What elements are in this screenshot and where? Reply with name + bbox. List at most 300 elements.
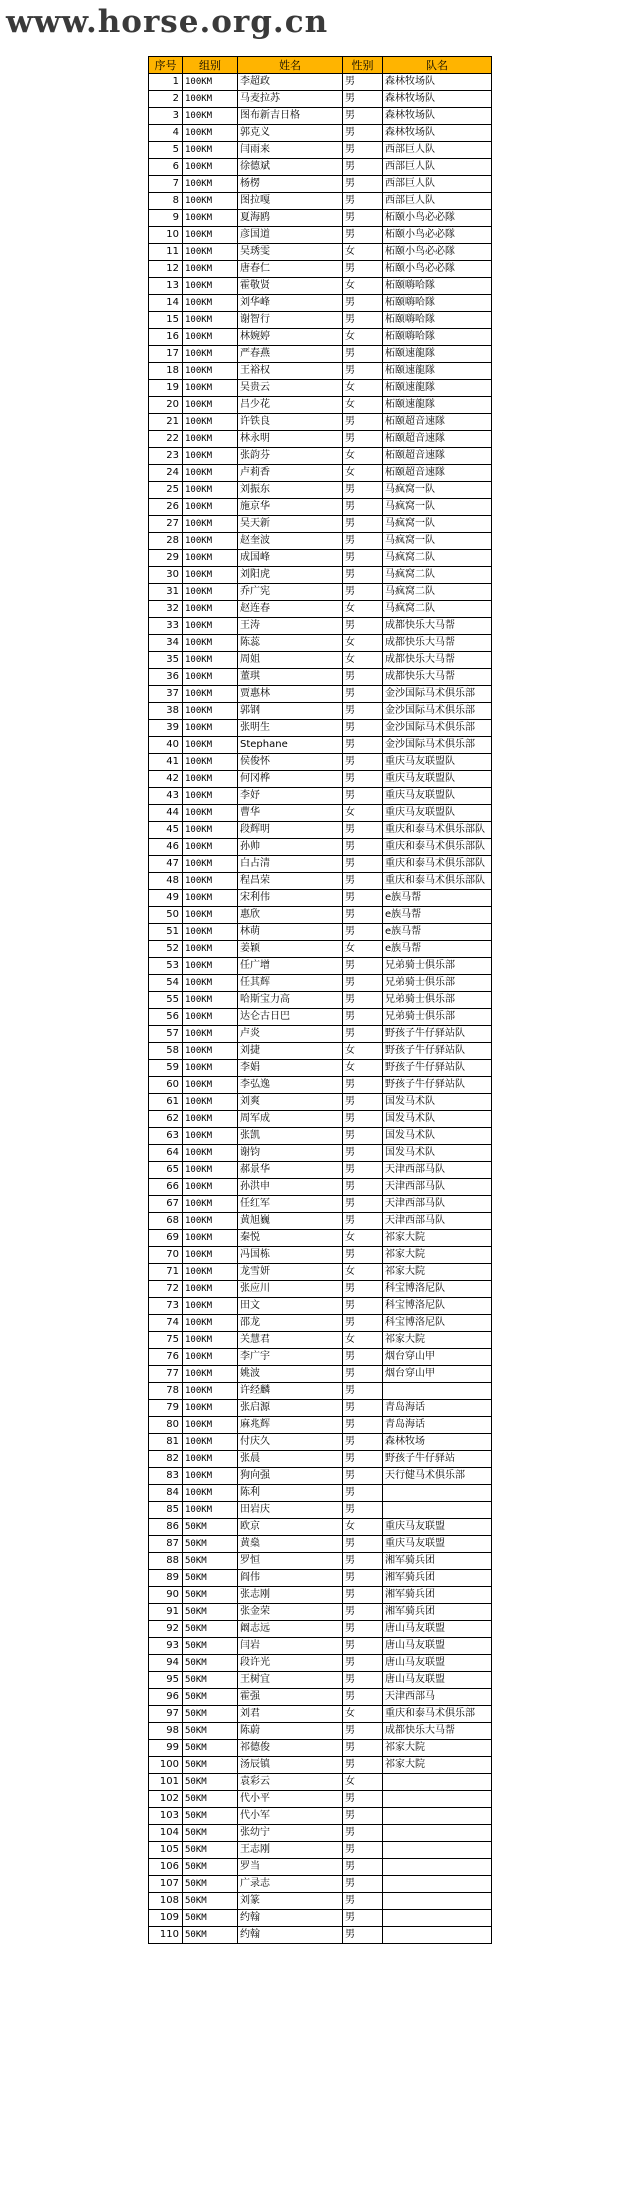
cell-gender: 女 (343, 465, 383, 482)
cell-no: 16 (149, 329, 183, 346)
cell-gender: 男 (343, 907, 383, 924)
cell-no: 10 (149, 227, 183, 244)
cell-name: 杨楞 (238, 176, 343, 193)
cell-group: 100KM (183, 720, 238, 737)
cell-no: 8 (149, 193, 183, 210)
cell-group: 100KM (183, 924, 238, 941)
cell-team: 成都快乐大马帮 (383, 618, 492, 635)
cell-team: 湘军骑兵团 (383, 1604, 492, 1621)
cell-name: 任红军 (238, 1196, 343, 1213)
table-row (149, 907, 492, 924)
cell-name: 阚志远 (238, 1621, 343, 1638)
cell-group: 100KM (183, 465, 238, 482)
cell-gender: 女 (343, 1043, 383, 1060)
table-row (149, 1230, 492, 1247)
header-no: 序号 (149, 57, 183, 74)
table-row (149, 431, 492, 448)
cell-name: 刘爽 (238, 1094, 343, 1111)
header-row (149, 57, 492, 74)
cell-group: 50KM (183, 1706, 238, 1723)
cell-team: 马疯窝二队 (383, 550, 492, 567)
cell-gender: 男 (343, 1927, 383, 1944)
cell-name: 彦国道 (238, 227, 343, 244)
cell-no: 35 (149, 652, 183, 669)
table-row (149, 805, 492, 822)
cell-group: 100KM (183, 380, 238, 397)
cell-group: 100KM (183, 1281, 238, 1298)
cell-no: 46 (149, 839, 183, 856)
cell-group: 100KM (183, 1485, 238, 1502)
cell-no: 62 (149, 1111, 183, 1128)
cell-team: 金沙国际马术俱乐部 (383, 720, 492, 737)
cell-team: 森林牧场 (383, 1434, 492, 1451)
cell-group: 50KM (183, 1638, 238, 1655)
cell-team (383, 1791, 492, 1808)
cell-no: 107 (149, 1876, 183, 1893)
cell-group: 100KM (183, 1264, 238, 1281)
table-row (149, 1519, 492, 1536)
cell-group: 100KM (183, 1332, 238, 1349)
cell-no: 47 (149, 856, 183, 873)
cell-gender: 男 (343, 771, 383, 788)
table-row (149, 1383, 492, 1400)
table-row (149, 975, 492, 992)
cell-group: 100KM (183, 516, 238, 533)
cell-gender: 女 (343, 805, 383, 822)
cell-group: 50KM (183, 1774, 238, 1791)
cell-no: 68 (149, 1213, 183, 1230)
cell-group: 100KM (183, 686, 238, 703)
cell-gender: 女 (343, 601, 383, 618)
cell-team: 青岛海话 (383, 1417, 492, 1434)
cell-gender: 男 (343, 312, 383, 329)
cell-team (383, 1485, 492, 1502)
cell-group: 50KM (183, 1893, 238, 1910)
cell-group: 50KM (183, 1621, 238, 1638)
cell-name: 白占清 (238, 856, 343, 873)
cell-group: 100KM (183, 278, 238, 295)
table-row (149, 703, 492, 720)
cell-no: 48 (149, 873, 183, 890)
cell-team: 柘颐小鸟必必隊 (383, 244, 492, 261)
table-row (149, 1315, 492, 1332)
cell-no: 13 (149, 278, 183, 295)
cell-no: 26 (149, 499, 183, 516)
cell-no: 29 (149, 550, 183, 567)
cell-team: 祁家大院 (383, 1740, 492, 1757)
table-row (149, 1094, 492, 1111)
cell-gender: 男 (343, 1587, 383, 1604)
cell-name: 孙帅 (238, 839, 343, 856)
cell-gender: 男 (343, 499, 383, 516)
cell-name: 赵奎波 (238, 533, 343, 550)
cell-no: 49 (149, 890, 183, 907)
cell-name: 严春燕 (238, 346, 343, 363)
cell-no: 5 (149, 142, 183, 159)
table-row (149, 1536, 492, 1553)
cell-group: 100KM (183, 1009, 238, 1026)
cell-name: 徐德斌 (238, 159, 343, 176)
cell-team (383, 1927, 492, 1944)
cell-gender: 男 (343, 414, 383, 431)
cell-no: 102 (149, 1791, 183, 1808)
cell-name: 夏海鸥 (238, 210, 343, 227)
cell-gender: 男 (343, 924, 383, 941)
cell-gender: 男 (343, 533, 383, 550)
cell-group: 50KM (183, 1927, 238, 1944)
cell-no: 52 (149, 941, 183, 958)
cell-no: 79 (149, 1400, 183, 1417)
cell-team (383, 1502, 492, 1519)
cell-team: 科宝博洛尼队 (383, 1298, 492, 1315)
cell-no: 74 (149, 1315, 183, 1332)
cell-team (383, 1859, 492, 1876)
cell-team: 祁家大院 (383, 1230, 492, 1247)
cell-name: 罗当 (238, 1859, 343, 1876)
cell-team: 国发马术队 (383, 1145, 492, 1162)
cell-team: 野孩子牛仔驿站 (383, 1451, 492, 1468)
cell-group: 50KM (183, 1672, 238, 1689)
cell-gender: 男 (343, 1179, 383, 1196)
cell-group: 100KM (183, 1026, 238, 1043)
cell-team: 柘颐超音速隊 (383, 414, 492, 431)
cell-name: 狗向强 (238, 1468, 343, 1485)
cell-gender: 男 (343, 1672, 383, 1689)
cell-group: 100KM (183, 1366, 238, 1383)
cell-name: 程昌荣 (238, 873, 343, 890)
table-row (149, 669, 492, 686)
cell-no: 27 (149, 516, 183, 533)
table-row (149, 1213, 492, 1230)
table-row (149, 1672, 492, 1689)
cell-no: 61 (149, 1094, 183, 1111)
cell-no: 45 (149, 822, 183, 839)
table-row (149, 1451, 492, 1468)
cell-team: 重庆和泰马术俱乐部队 (383, 839, 492, 856)
cell-no: 18 (149, 363, 183, 380)
table-row (149, 584, 492, 601)
cell-group: 100KM (183, 142, 238, 159)
cell-no: 93 (149, 1638, 183, 1655)
watermark-text: www.horse.org.cn (6, 4, 329, 40)
table-row (149, 1485, 492, 1502)
cell-group: 100KM (183, 346, 238, 363)
table-row (149, 329, 492, 346)
cell-team: 野孩子牛仔驿站队 (383, 1043, 492, 1060)
cell-no: 69 (149, 1230, 183, 1247)
cell-no: 106 (149, 1859, 183, 1876)
cell-no: 77 (149, 1366, 183, 1383)
cell-no: 3 (149, 108, 183, 125)
cell-gender: 男 (343, 1434, 383, 1451)
cell-no: 78 (149, 1383, 183, 1400)
cell-name: 秦悦 (238, 1230, 343, 1247)
cell-team: 重庆和泰马术俱乐部队 (383, 822, 492, 839)
cell-name: 何冈桦 (238, 771, 343, 788)
cell-no: 41 (149, 754, 183, 771)
cell-team: 重庆和泰马术俱乐部队 (383, 856, 492, 873)
cell-no: 24 (149, 465, 183, 482)
cell-no: 40 (149, 737, 183, 754)
cell-name: 吕少花 (238, 397, 343, 414)
cell-group: 100KM (183, 193, 238, 210)
cell-no: 86 (149, 1519, 183, 1536)
cell-team: 重庆马友联盟队 (383, 788, 492, 805)
cell-name: 林永明 (238, 431, 343, 448)
cell-gender: 男 (343, 1417, 383, 1434)
cell-name: 张晨 (238, 1451, 343, 1468)
cell-team: 马疯窝二队 (383, 567, 492, 584)
cell-group: 50KM (183, 1655, 238, 1672)
table-row (149, 1417, 492, 1434)
cell-gender: 男 (343, 108, 383, 125)
cell-no: 60 (149, 1077, 183, 1094)
cell-no: 66 (149, 1179, 183, 1196)
cell-name: 汤辰镇 (238, 1757, 343, 1774)
cell-group: 100KM (183, 533, 238, 550)
cell-group: 100KM (183, 295, 238, 312)
table-row (149, 380, 492, 397)
table-row (149, 1060, 492, 1077)
cell-team: 柘颐速龍隊 (383, 397, 492, 414)
cell-team: 马疯窝一队 (383, 516, 492, 533)
cell-no: 25 (149, 482, 183, 499)
table-row (149, 1791, 492, 1808)
cell-team: 西部巨人队 (383, 159, 492, 176)
table-row (149, 363, 492, 380)
cell-name: 冯国栋 (238, 1247, 343, 1264)
cell-gender: 男 (343, 686, 383, 703)
cell-no: 54 (149, 975, 183, 992)
cell-team: 柘颐超音速隊 (383, 431, 492, 448)
cell-name: 张韵芬 (238, 448, 343, 465)
cell-no: 14 (149, 295, 183, 312)
cell-team: 兄弟骑士俱乐部 (383, 975, 492, 992)
cell-team: 兄弟骑士俱乐部 (383, 1009, 492, 1026)
table-row (149, 1349, 492, 1366)
cell-group: 100KM (183, 771, 238, 788)
cell-no: 101 (149, 1774, 183, 1791)
cell-gender: 男 (343, 1723, 383, 1740)
cell-name: Stephane (238, 737, 343, 754)
cell-team (383, 1383, 492, 1400)
cell-gender: 女 (343, 1264, 383, 1281)
cell-gender: 女 (343, 1230, 383, 1247)
cell-team: 国发马术队 (383, 1111, 492, 1128)
cell-name: 陈蕊 (238, 635, 343, 652)
table-row (149, 567, 492, 584)
table-row (149, 754, 492, 771)
cell-gender: 男 (343, 1536, 383, 1553)
cell-name: 乔广宪 (238, 584, 343, 601)
cell-name: 李娟 (238, 1060, 343, 1077)
cell-name: 黄旭巍 (238, 1213, 343, 1230)
cell-group: 100KM (183, 550, 238, 567)
table-row (149, 499, 492, 516)
cell-no: 58 (149, 1043, 183, 1060)
cell-group: 100KM (183, 618, 238, 635)
cell-team: 金沙国际马术俱乐部 (383, 737, 492, 754)
cell-gender: 男 (343, 1740, 383, 1757)
cell-team: 兄弟骑士俱乐部 (383, 992, 492, 1009)
cell-gender: 男 (343, 1468, 383, 1485)
cell-group: 100KM (183, 227, 238, 244)
cell-no: 20 (149, 397, 183, 414)
cell-no: 22 (149, 431, 183, 448)
cell-name: 姚波 (238, 1366, 343, 1383)
table-row (149, 516, 492, 533)
table-row (149, 1502, 492, 1519)
cell-name: 闫雨来 (238, 142, 343, 159)
cell-team: 野孩子牛仔驿站队 (383, 1077, 492, 1094)
table-row (149, 1247, 492, 1264)
cell-gender: 男 (343, 720, 383, 737)
cell-gender: 男 (343, 1077, 383, 1094)
cell-group: 100KM (183, 754, 238, 771)
cell-group: 100KM (183, 805, 238, 822)
table-row (149, 601, 492, 618)
table-row (149, 482, 492, 499)
cell-group: 50KM (183, 1553, 238, 1570)
cell-no: 83 (149, 1468, 183, 1485)
cell-name: 付庆久 (238, 1434, 343, 1451)
cell-gender: 男 (343, 1842, 383, 1859)
cell-no: 84 (149, 1485, 183, 1502)
cell-name: 吴琇雯 (238, 244, 343, 261)
cell-name: 约翰 (238, 1910, 343, 1927)
cell-team: 唐山马友联盟 (383, 1672, 492, 1689)
cell-team: 重庆和泰马术俱乐部 (383, 1706, 492, 1723)
cell-gender: 男 (343, 958, 383, 975)
cell-no: 95 (149, 1672, 183, 1689)
table-row (149, 992, 492, 1009)
cell-gender: 男 (343, 550, 383, 567)
cell-name: 霍强 (238, 1689, 343, 1706)
table-row (149, 1468, 492, 1485)
cell-gender: 男 (343, 567, 383, 584)
cell-team: 科宝博洛尼队 (383, 1315, 492, 1332)
cell-team: 柘颐嗨哈隊 (383, 278, 492, 295)
cell-gender: 男 (343, 295, 383, 312)
cell-name: 邵龙 (238, 1315, 343, 1332)
table-row (149, 686, 492, 703)
cell-team: 祁家大院 (383, 1264, 492, 1281)
cell-gender: 男 (343, 1247, 383, 1264)
cell-team: 野孩子牛仔驿站队 (383, 1026, 492, 1043)
table-row (149, 1366, 492, 1383)
cell-name: 田文 (238, 1298, 343, 1315)
cell-name: 任广增 (238, 958, 343, 975)
cell-no: 65 (149, 1162, 183, 1179)
cell-team: 成都快乐大马帮 (383, 635, 492, 652)
cell-group: 100KM (183, 1213, 238, 1230)
cell-no: 9 (149, 210, 183, 227)
table-row (149, 1706, 492, 1723)
table-row (149, 125, 492, 142)
cell-no: 67 (149, 1196, 183, 1213)
table-row (149, 1162, 492, 1179)
cell-group: 50KM (183, 1587, 238, 1604)
cell-name: 林萌 (238, 924, 343, 941)
cell-group: 100KM (183, 958, 238, 975)
cell-group: 100KM (183, 567, 238, 584)
cell-gender: 男 (343, 74, 383, 91)
cell-team: 马疯窝一队 (383, 499, 492, 516)
cell-team: 柘颐速龍隊 (383, 346, 492, 363)
cell-group: 100KM (183, 261, 238, 278)
cell-name: 任其辉 (238, 975, 343, 992)
cell-group: 100KM (183, 601, 238, 618)
cell-team: 柘颐小鸟必必隊 (383, 210, 492, 227)
cell-group: 50KM (183, 1519, 238, 1536)
cell-group: 100KM (183, 108, 238, 125)
cell-no: 94 (149, 1655, 183, 1672)
cell-gender: 男 (343, 1502, 383, 1519)
cell-gender: 男 (343, 363, 383, 380)
cell-gender: 男 (343, 1349, 383, 1366)
cell-no: 108 (149, 1893, 183, 1910)
table-row (149, 346, 492, 363)
cell-group: 100KM (183, 992, 238, 1009)
cell-team: 柘颐速龍隊 (383, 363, 492, 380)
table-row (149, 652, 492, 669)
cell-team: 唐山马友联盟 (383, 1655, 492, 1672)
table-row (149, 1689, 492, 1706)
cell-no: 103 (149, 1808, 183, 1825)
cell-group: 100KM (183, 1043, 238, 1060)
cell-group: 100KM (183, 941, 238, 958)
cell-no: 98 (149, 1723, 183, 1740)
cell-team: 天津西部马队 (383, 1162, 492, 1179)
cell-team: 柘颐嗨哈隊 (383, 329, 492, 346)
cell-name: 欧京 (238, 1519, 343, 1536)
table-row (149, 1111, 492, 1128)
cell-gender: 女 (343, 1706, 383, 1723)
cell-no: 72 (149, 1281, 183, 1298)
cell-name: 刘阳虎 (238, 567, 343, 584)
cell-gender: 男 (343, 890, 383, 907)
cell-name: 刘振东 (238, 482, 343, 499)
cell-group: 100KM (183, 975, 238, 992)
cell-name: 麻兆辉 (238, 1417, 343, 1434)
cell-name: 罗恒 (238, 1553, 343, 1570)
cell-group: 100KM (183, 1315, 238, 1332)
cell-name: 王裕权 (238, 363, 343, 380)
table-row (149, 278, 492, 295)
cell-no: 80 (149, 1417, 183, 1434)
cell-name: 马麦拉苏 (238, 91, 343, 108)
table-row (149, 1910, 492, 1927)
cell-gender: 男 (343, 1162, 383, 1179)
cell-gender: 男 (343, 227, 383, 244)
cell-name: 姜颖 (238, 941, 343, 958)
cell-no: 37 (149, 686, 183, 703)
cell-name: 赵连春 (238, 601, 343, 618)
cell-group: 50KM (183, 1757, 238, 1774)
cell-gender: 女 (343, 448, 383, 465)
cell-team: e族马帮 (383, 924, 492, 941)
cell-no: 50 (149, 907, 183, 924)
cell-gender: 男 (343, 1128, 383, 1145)
table-row (149, 108, 492, 125)
cell-gender: 男 (343, 873, 383, 890)
cell-no: 92 (149, 1621, 183, 1638)
cell-group: 50KM (183, 1876, 238, 1893)
cell-gender: 女 (343, 380, 383, 397)
table-row (149, 550, 492, 567)
cell-team: 马疯窝二队 (383, 584, 492, 601)
cell-gender: 男 (343, 1621, 383, 1638)
